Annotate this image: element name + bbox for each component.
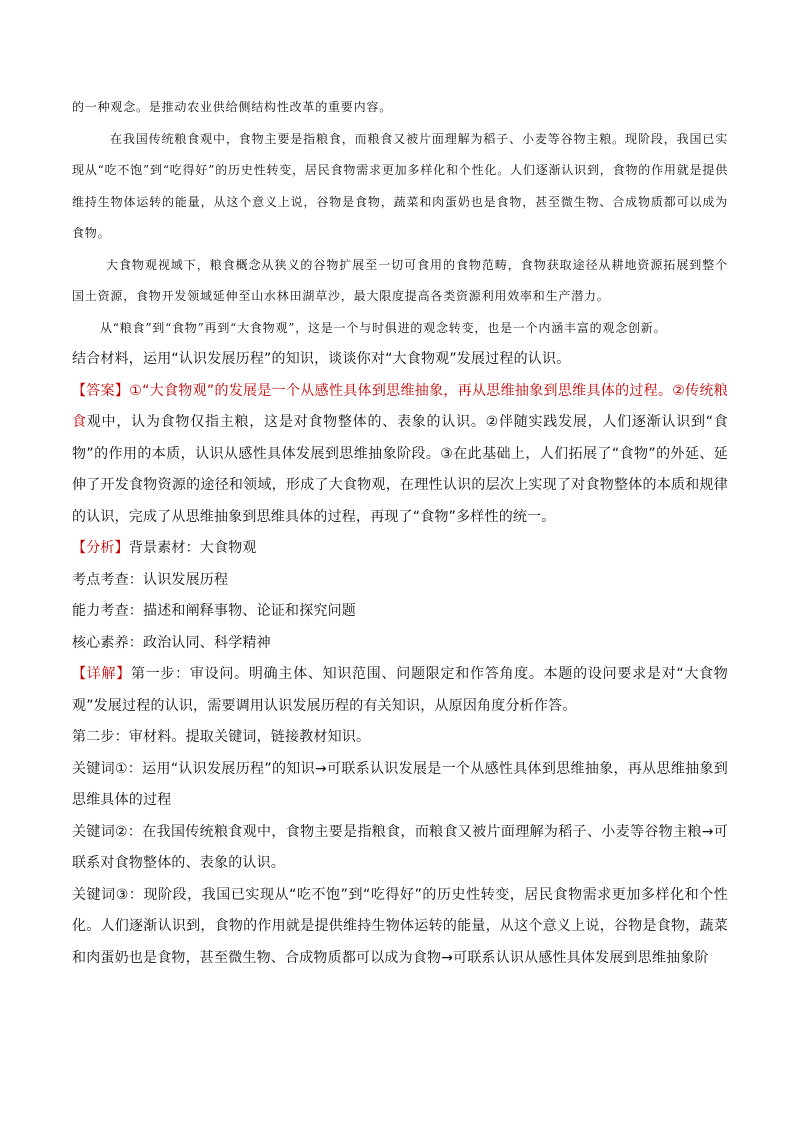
material-paragraph-2: 在我国传统粮食观中，食物主要是指粮食，而粮食又被片面理解为稻子、小麦等谷物主粮。现阶段，我国已实现从“吃不饱”到“吃得好”的历史性转变，居民食物需求更加多样化和个性化。人们逐渐认识到，食物的作用就是提供维持生物体运转的能量，从这个意义上说，谷物是食物，蔬菜和肉蛋奶也是食物，甚至微生物、合成物质都可以成为食物。 bbox=[72, 131, 728, 240]
detail-step2: 第二步：审材料。提取关键词，链接教材知识。 bbox=[72, 729, 371, 745]
question-answer-section bbox=[72, 344, 728, 974]
material-paragraph-1-tail: 的一种观念。是推动农业供给侧结构性改革的重要内容。 bbox=[72, 100, 393, 114]
analysis-background bbox=[72, 533, 728, 565]
document-page bbox=[72, 92, 728, 974]
analysis-kaodian: 考点考查：认识发展历程 bbox=[72, 571, 229, 588]
detail-step1 bbox=[72, 659, 728, 722]
detail-keyword-1: 关键词①：运用“认识发展历程”的知识→可联系认识发展是一个从感性具体到思维抽象，再从思维抽象到思维具体的过程 bbox=[72, 760, 728, 808]
answer-paragraph bbox=[72, 376, 728, 534]
analysis-background-text: 背景素材：大食物观 bbox=[128, 540, 257, 556]
analysis-tag: 【分析】 bbox=[72, 540, 129, 556]
detail-tag: 【详解】 bbox=[72, 666, 131, 682]
question-text: 结合材料，运用“认识发展历程”的知识，谈谈你对“大食物观”发展过程的认识。 bbox=[72, 351, 571, 367]
detail-keyword-2: 关键词②：在我国传统粮食观中，食物主要是指粮食，而粮食又被片面理解为稻子、小麦等谷物主粮→可联系对食物整体的、表象的认识。 bbox=[72, 823, 728, 871]
material-paragraph-3: 大食物观视域下，粮食概念从狭义的谷物扩展至一切可食用的食物范畴，食物获取途径从耕地资源拓展到整个国土资源，食物开发领域延伸至山水林田湖草沙，最大限度提高各类资源利用效率和生产潜力。 bbox=[72, 257, 728, 303]
analysis-nengli: 能力考查：描述和阐释事物、论证和探究问题 bbox=[72, 603, 356, 619]
material-section bbox=[72, 92, 728, 344]
answer-body: 观中，认为食物仅指主粮，这是对食物整体的、表象的认识。②伴随实践发展，人们逐渐认识到“食物”的作用的本质，认识从感性具体发展到思维抽象阶段。③在此基础上，人们拓展了“食物”的外延、延伸了开发食物资源的途径和领域，形成了大食物观，在理性认识的层次上实现了对食物整体的本质和规律的认识，完成了从思维抽象到思维具体的过程，再现了“食物”多样性的统一。 bbox=[72, 414, 728, 525]
answer-tag: 【答案】 bbox=[72, 382, 130, 399]
analysis-suyang: 核心素养：政治认同、科学精神 bbox=[72, 634, 271, 651]
answer-highlight: ①“大食物观”的发展是一个从感性具体到思维抽象，再从思维抽象到思维具体的过程。②传统粮食 bbox=[72, 382, 728, 430]
material-paragraph-4: 从“粮食”到“食物”再到“大食物观”，这是一个与时俱进的观念转变，也是一个内涵丰富的观念创新。 bbox=[100, 320, 667, 335]
detail-step1-text: 第一步：审设问。明确主体、知识范围、问题限定和作答角度。本题的设问要求是对“大食物观”发展过程的认识，需要调用认识发展历程的有关知识，从原因角度分析作答。 bbox=[72, 666, 728, 714]
detail-keyword-3: 关键词③：现阶段，我国已实现从“吃不饱”到“吃得好”的历史性转变，居民食物需求更加多样化和个性化。人们逐渐认识到，食物的作用就是提供维持生物体运转的能量，从这个意义上说，谷物是食物，蔬菜和肉蛋奶也是食物，甚至微生物、合成物质都可以成为食物→可联系认识从感性具体发展到思维抽象阶 bbox=[72, 886, 728, 966]
